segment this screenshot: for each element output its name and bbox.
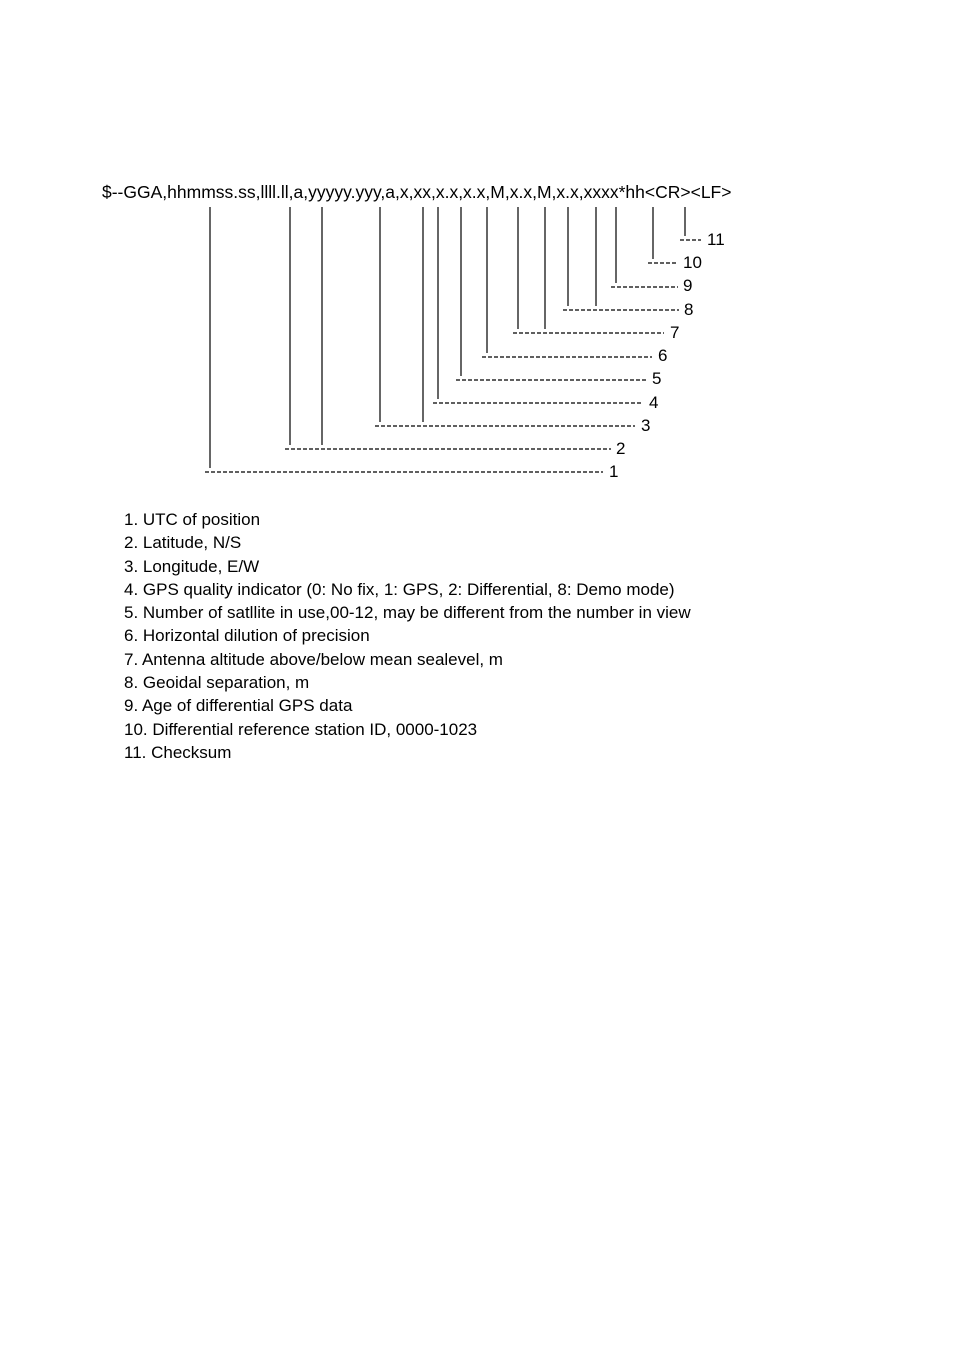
field-description-item: 8. Geoidal separation, m xyxy=(124,673,310,693)
field-description-list xyxy=(124,508,691,764)
nmea-gga-sentence: $--GGA,hhmmss.ss,llll.ll,a,yyyyy.yyy,a,x,xx,x.x,x.x,M,x.x,M,x.x,xxxx*hh<CR><LF> xyxy=(102,182,732,202)
field-description-item: 7. Antenna altitude above/below mean sealevel, m xyxy=(124,649,503,669)
field-description-item: 6. Horizontal dilution of precision xyxy=(124,626,370,646)
callout-label-1: 1 xyxy=(609,462,619,481)
field-description-item: 10. Differential reference station ID, 0000-1023 xyxy=(124,719,478,739)
field-description-item: 4. GPS quality indicator (0: No fix, 1: GPS, 2: Differential, 8: Demo mode) xyxy=(124,579,675,599)
callout-label-9: 9 xyxy=(683,276,693,295)
field-description-item: 2. Latitude, N/S xyxy=(124,533,242,553)
callout-label-2: 2 xyxy=(616,439,626,458)
callout-label-10: 10 xyxy=(683,253,702,272)
field-description-item: 9. Age of differential GPS data xyxy=(124,696,353,716)
callout-label-11: 11 xyxy=(707,230,725,249)
field-description-item: 3. Longitude, E/W xyxy=(124,556,260,576)
field-description-item: 11. Checksum xyxy=(124,742,232,762)
callout-label-8: 8 xyxy=(684,300,694,319)
callout-label-3: 3 xyxy=(641,416,651,435)
callout-label-5: 5 xyxy=(652,369,662,388)
callout-label-7: 7 xyxy=(670,323,680,342)
callout-lines xyxy=(0,0,954,520)
field-description-item: 1. UTC of position xyxy=(124,510,261,529)
callout-label-4: 4 xyxy=(649,393,659,412)
callout-label-6: 6 xyxy=(658,346,668,365)
field-callout-diagram xyxy=(0,0,954,520)
field-description-item: 5. Number of satllite in use,00-12, may be different from the number in view xyxy=(124,603,691,623)
